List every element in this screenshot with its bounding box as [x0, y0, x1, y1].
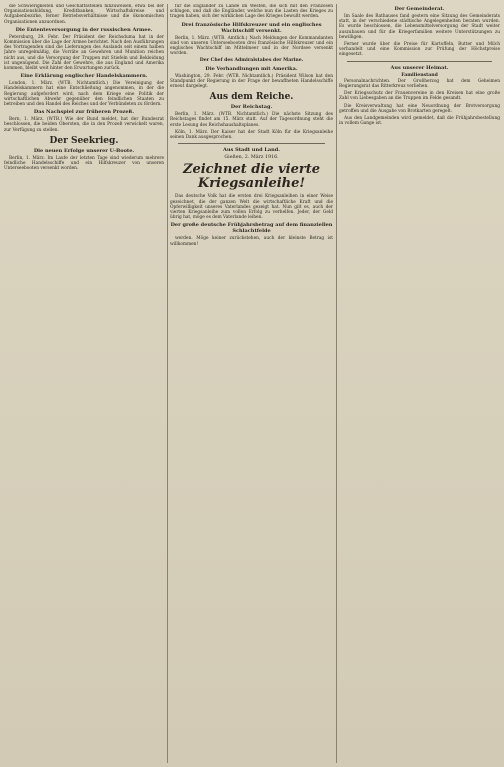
body-text: die Schwierigkeiten und Geschäftsstellen hinzuweisen, etwa bei der Organisationsbildung, Kreditbanken, Wirtschaftskreise und Aufgabenbezirke, ferner Betriebsverhältnisse und die ökonomischen Organisationen anzuordnen.: [4, 4, 164, 25]
body-text: werden. Möge keiner zurückstehen, auch der kleinste Betrag ist willkommen!: [170, 236, 333, 247]
article-heading: Die Verhandlungen mit Amerika.: [205, 65, 298, 72]
signature-line: Der Chef des Admiralstabes der Marine.: [199, 58, 304, 64]
column-middle: [170, 4, 333, 763]
section-heading: Aus unserer Heimat.: [390, 64, 449, 71]
column-divider: [336, 4, 337, 763]
article-heading: Der Reichstag.: [230, 104, 273, 111]
body-text: Das deutsche Volk hat die ersten drei Kriegsanleihen in einer Weise gezeichnet, die der ganzen Welt die wirtschaftliche Kraft und die Opferwilligkeit unseres Vaterlandes gezeigt hat. Nun gilt es, auch der vierten Kriegsanleihe zum vollen Erfolg zu verhelfen. Jeder, der Geld übrig hat, möge es dem Vaterlande leihen.: [170, 194, 333, 221]
body-text: Berlin, 1. März. (WTB. Nichtamtlich.) Die nächste Sitzung des Reichstages findet am 15. März statt. Auf der Tagesordnung steht die erste Lesung des Reichshaushaltsplanes.: [170, 112, 333, 128]
article-heading: Der Gemeinderat.: [394, 6, 445, 12]
body-text: Ferner wurde über die Preise für Kartoffeln, Butter und Milch verhandelt und eine Kommission zur Prüfung der Höchstpreise eingesetzt.: [339, 42, 500, 58]
section-heading: Der Seekrieg.: [49, 135, 119, 146]
headline: Zeichnet die vierte Kriegsanleihe!: [182, 162, 321, 192]
divider: [347, 61, 492, 62]
article-heading: Eine Erklärung englischer Handelskammern.: [20, 73, 148, 80]
body-text: Bern, 1. März. (WTB.) Wie der Bund meldet, hat der Bundesrat beschlossen, die beiden Obersten, die in den Prozeß verwickelt waren, zur Verfügung zu stellen.: [4, 117, 164, 133]
column-right: [339, 4, 500, 763]
body-text: Washington, 29. Febr. (WTB. Nichtamtlich.) Präsident Wilson hat den Standpunkt der Regierung in der Frage der bewaffneten Handelsschiffe erneut dargelegt.: [170, 73, 333, 90]
divider: [178, 143, 325, 144]
body-text: Berlin, 1. März. (WTB. Amtlich.) Nach Meldungen der Kommandanten sind von unseren Unterseebooten drei französische Hilfskreuzer und ein englisches Wachtschiff im Mittelmeer und in der Nordsee versenkt worden.: [170, 35, 333, 57]
body-text: Berlin, 1. März. Im Laufe der letzten Tage sind wiederum mehrere feindliche Handelsschiffe und ein Hilfskreuzer von unseren Unterseebooten versenkt worden.: [4, 155, 164, 172]
body-text: Personalnachrichten. Der Großherzog hat dem Geheimen Regierungsrat das Ritterkreuz verliehen.: [339, 78, 500, 90]
body-text: Die Kreisverwaltung hat eine Neuordnung der Brotversorgung getroffen und die Ausgabe von Brotkarten geregelt.: [339, 103, 500, 114]
article-heading: Die neuen Erfolge unserer U-Boote.: [33, 147, 135, 154]
body-text: Aus den Landgemeinden wird gemeldet, daß die Frühjahrsbestellung in vollem Gange ist.: [339, 116, 500, 127]
body-text: Der Kriegsschutz der Frauenvereine in den Kreisen hat eine große Zahl von Liebesgaben an die Truppen im Felde gesandt.: [339, 91, 500, 102]
body-text: Köln, 1. März. Der Kaiser hat der Stadt Köln für die Kriegsanleihe seinen Dank ausgesprochen.: [170, 129, 333, 141]
dateline: Gießen, 2. März 1916.: [224, 155, 279, 161]
body-text: für die Engländer zu Lande im Westen, die sich mit den Franzosen schlugen, und daß die Engländer, welche nun die Lasten des Krieges zu tragen haben, sich der wirklichen Lage des Krieges bewußt werden.: [170, 4, 333, 20]
article-heading: Die Ententeversorgung in der russischen Armee.: [15, 26, 153, 33]
section-heading: Aus Stadt und Land.: [223, 147, 280, 154]
column-divider: [167, 4, 168, 763]
section-heading: Aus dem Reiche.: [209, 92, 294, 103]
body-text: Im Saale des Rathauses fand gestern eine Sitzung des Gemeinderats statt, in der verschiedene städtische Angelegenheiten beraten wurden. Es wurde beschlossen, die Lebensmittelversorgung der Stadt weiter auszubauen und für die Kriegerfamilien weitere Unterstützungen zu bewilligen.: [339, 14, 500, 40]
article-heading: Das Nachspiel zur früheren Prozeß.: [33, 109, 135, 116]
body-text: London, 1. März. (WTB. Nichtamtlich.) Die Vereinigung der Handelskammern hat eine Entschließung angenommen, in der die Regierung aufgefordert wird, nach dem Kriege eine Politik der wirtschaftlichen Abwehr gegenüber den feindlichen Staaten zu betreiben und den Handel des Reiches und der Verbündeten zu fördern.: [4, 81, 164, 108]
body-text: Petersburg, 29. Febr. Der Präsident der Reichsduma hat in der Kommission über die Lage der Armee berichtet. Nach den Ausführungen des Vortragenden sind die Lieferungen des Auslands seit einem halben Jahre unregelmäßig, die Vorräte an Gewehren und Munition reichen nicht aus, und die Versorgung der Truppen mit Stiefeln und Bekleidung ist ungenügend. Die Zahl der Gewehre, die aus England und Amerika kommen, bleibt weit hinter den Erwartungen zurück.: [4, 34, 164, 72]
article-heading: Drei französische Hilfskreuzer und ein englisches Wachtschiff versenkt.: [181, 21, 322, 34]
column-left: [4, 4, 164, 763]
article-heading: Der große deutsche Frühjahrsbetrag auf dem finanziellen Schlachtfelde: [170, 222, 333, 235]
subheading: Familienstand: [401, 72, 438, 78]
